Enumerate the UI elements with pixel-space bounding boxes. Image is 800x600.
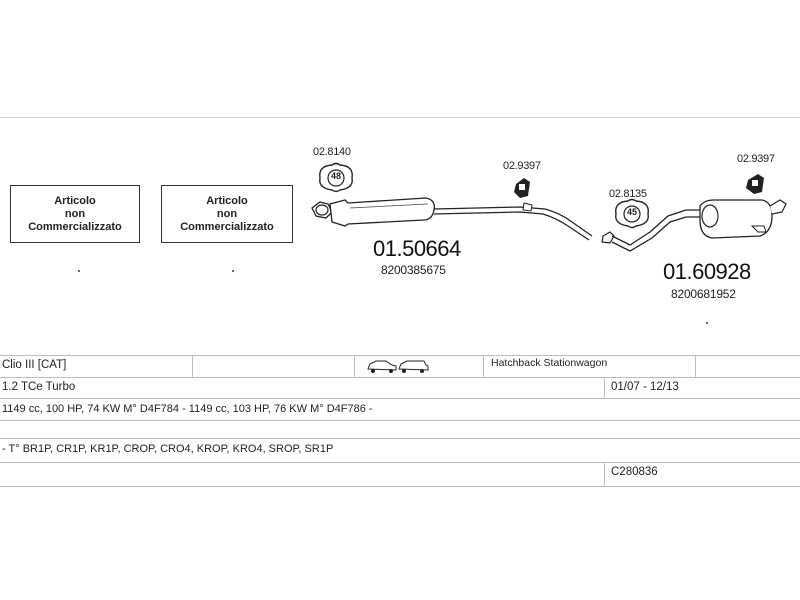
rear-oe-number: 8200681952 (671, 287, 736, 301)
front-hanger-code: 02.9397 (503, 160, 541, 172)
catalog-code: C280836 (611, 466, 658, 478)
front-clamp-code: 02.8140 (313, 146, 351, 158)
type-codes: - T° BR1P, CR1P, KR1P, CROP, CRO4, KROP, KRO4, SROP, SR1P (2, 443, 334, 455)
rear-clamp-code: 02.8135 (609, 188, 647, 200)
rear-hanger-code: 02.9397 (737, 153, 775, 165)
rear-clamp-size: 45 (626, 207, 637, 217)
box-line: non (64, 207, 86, 220)
vehicle-model: Clio III [CAT] (2, 359, 67, 371)
front-oe-number: 8200385675 (381, 263, 446, 277)
box-line: Commercializzato (28, 220, 122, 233)
box-line: non (216, 207, 238, 220)
engine-name: 1.2 TCe Turbo (2, 381, 76, 393)
rear-part-number: 01.60928 (663, 259, 751, 284)
box-line: Articolo (206, 194, 248, 207)
stationwagon-car-icon (399, 361, 428, 373)
front-part-number: 01.50664 (373, 236, 461, 261)
body-types: Hatchback Stationwagon (491, 357, 608, 369)
engine-spec: 1149 cc, 100 HP, 74 KW M° D4F784 - 1149 cc, 103 HP, 76 KW M° D4F786 - (2, 403, 373, 415)
box-line: Articolo (54, 194, 96, 207)
box-line: Commercializzato (180, 220, 274, 233)
hatchback-car-icon (368, 361, 396, 373)
front-clamp-size: 48 (330, 171, 341, 181)
production-dates: 01/07 - 12/13 (611, 381, 679, 393)
